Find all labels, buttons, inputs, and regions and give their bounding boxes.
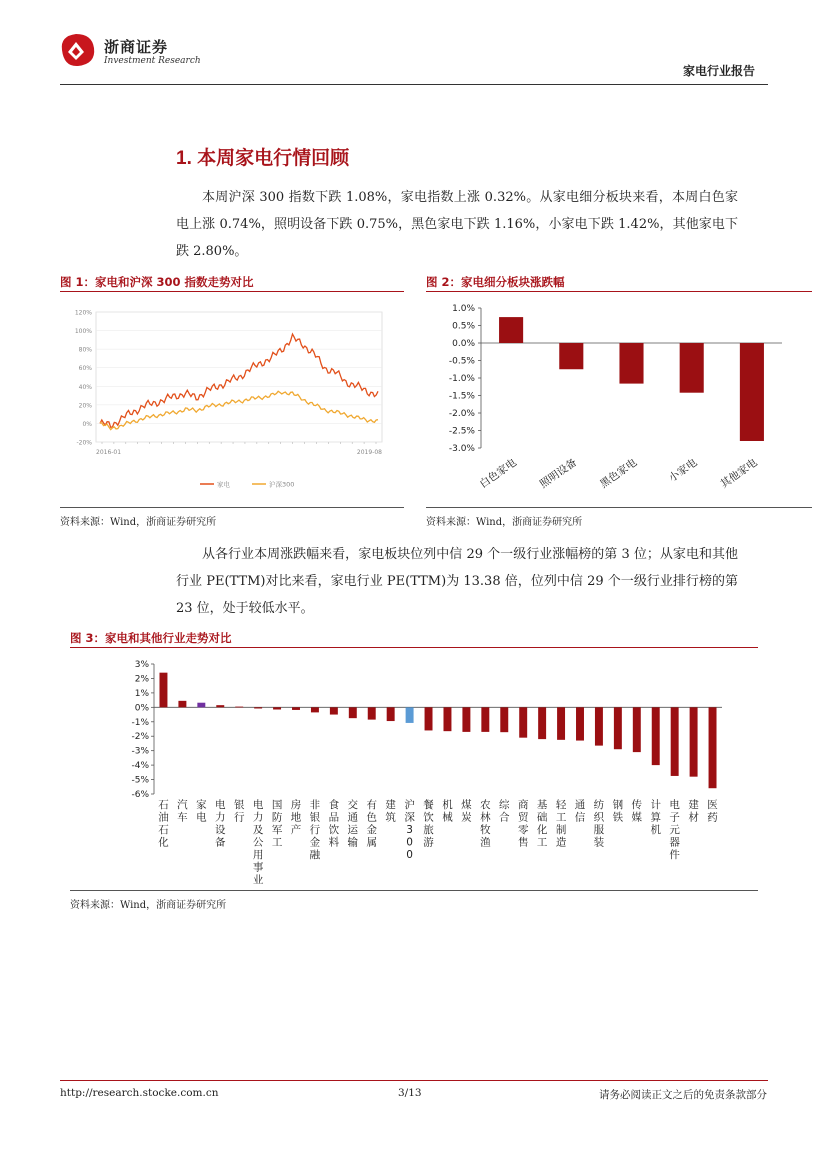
y-tick-label: -4%	[131, 761, 149, 772]
category-label: 非银行金融	[309, 799, 321, 861]
y-tick-label: -1%	[131, 717, 149, 728]
bar	[216, 705, 224, 707]
footer-divider	[60, 1080, 768, 1081]
bar	[443, 707, 451, 731]
y-tick-label: 1.0%	[452, 304, 475, 314]
bar	[292, 707, 300, 710]
category-label: 餐饮旅游	[423, 799, 434, 849]
brand-name: 浙商证券	[104, 38, 169, 56]
category-label: 沪深 3 0 0	[404, 799, 415, 861]
bar	[519, 707, 527, 737]
category-label: 纺织服装	[593, 799, 605, 849]
category-label: 传媒	[631, 799, 643, 824]
y-tick-label: -3.0%	[448, 444, 475, 454]
category-label: 电子元器件	[669, 799, 680, 861]
bar	[159, 673, 167, 708]
y-tick-label: 120%	[74, 309, 92, 317]
y-tick-label: -1.5%	[448, 391, 475, 402]
figure-2-source: 资料来源：Wind，浙商证券研究所	[426, 517, 583, 528]
y-tick-label: 1%	[134, 688, 149, 699]
y-tick-label: 100%	[74, 328, 92, 336]
category-label: 其他家电	[718, 456, 760, 491]
bar	[425, 707, 433, 730]
figure-3-source: 资料来源：Wind，浙商证券研究所	[70, 900, 227, 911]
bar	[178, 701, 186, 708]
category-label: 电力及公用事业	[252, 799, 264, 886]
category-label: 商贸零售	[517, 799, 529, 849]
y-tick-label: 0%	[82, 420, 92, 428]
y-tick-label: -6%	[131, 790, 149, 800]
bar	[311, 707, 319, 712]
y-tick-label: 60%	[78, 365, 92, 373]
figure-2-rule	[426, 291, 812, 292]
category-label: 建材	[688, 799, 699, 824]
legend-label: 沪深300	[269, 480, 295, 489]
category-label: 黑色家电	[597, 456, 640, 491]
category-label: 有色金属	[366, 799, 377, 849]
figure-1-rule	[60, 291, 404, 292]
category-label: 汽车	[177, 799, 188, 824]
bar	[330, 707, 338, 714]
bar	[671, 707, 679, 776]
category-label: 钢铁	[612, 799, 624, 824]
category-label: 石油石化	[158, 799, 169, 849]
figure-2-bar-chart	[426, 296, 812, 506]
section-title: 1. 本周家电行情回顾	[176, 148, 350, 169]
bar	[197, 703, 205, 708]
legend-label: 家电	[217, 480, 230, 489]
category-label: 银行	[233, 799, 245, 824]
x-range-end: 2019-08	[356, 449, 382, 456]
bar	[709, 707, 717, 788]
figure-3-bar-chart	[70, 652, 758, 888]
bar	[481, 707, 489, 732]
bar	[349, 707, 357, 718]
bar	[462, 707, 470, 732]
bar	[619, 343, 643, 384]
bar	[499, 317, 523, 343]
y-tick-label: 0%	[134, 703, 149, 714]
bar	[557, 707, 565, 740]
bar	[559, 343, 583, 369]
brand-subtitle: Investment Research	[104, 56, 201, 66]
paragraph-1-text: 本周沪深 300 指数下跌 1.08%，家电指数上涨 0.32%。从家电细分板块来看，本周白色家电上涨 0.74%，照明设备下跌 0.75%，黑色家电下跌 1.16%，小家电下跌 1.42%，其他家电下跌 2.80%。	[176, 190, 738, 259]
y-tick-label: -2.0%	[448, 409, 475, 419]
figure-1-title: 图 1：家电和沪深 300 指数走势对比	[60, 275, 254, 289]
y-tick-label: -3%	[131, 746, 149, 757]
figure-1-line-chart	[60, 296, 404, 506]
bar	[690, 707, 698, 776]
header-divider	[60, 84, 768, 85]
y-tick-label: -2%	[131, 732, 149, 743]
category-label: 计算机	[650, 799, 661, 836]
figure-2-title: 图 2：家电细分板块涨跌幅	[426, 275, 565, 289]
y-tick-label: 40%	[78, 383, 92, 391]
page-number: 3/13	[398, 1087, 422, 1099]
figure-1-source: 资料来源：Wind，浙商证券研究所	[60, 517, 217, 528]
category-label: 综合	[499, 799, 510, 824]
series-line-0	[100, 334, 378, 427]
bar	[406, 707, 414, 723]
category-label: 国防军工	[271, 799, 283, 849]
y-tick-label: -20%	[76, 439, 92, 447]
series-line-1	[100, 391, 378, 429]
category-label: 白色家电	[477, 456, 519, 491]
bar	[368, 707, 376, 719]
y-tick-label: -0.5%	[448, 356, 475, 367]
figure-3-bottom-rule	[70, 890, 758, 891]
figure-2-bottom-rule	[426, 507, 812, 508]
logo-icon	[54, 30, 100, 70]
y-tick-label: 2%	[134, 674, 149, 685]
footer-url[interactable]: http://research.stocke.com.cn	[60, 1087, 219, 1099]
bar	[500, 707, 508, 732]
paragraph-1	[176, 184, 738, 265]
category-label: 通信	[574, 799, 586, 824]
category-label: 机械	[442, 799, 453, 824]
bar	[614, 707, 622, 749]
category-label: 基础化工	[536, 799, 548, 849]
figure-3-rule	[70, 647, 758, 648]
category-label: 农林牧渔	[480, 799, 491, 849]
y-tick-label: 0.0%	[452, 339, 475, 349]
figure-1-bottom-rule	[60, 507, 404, 508]
y-tick-label: 80%	[78, 346, 92, 354]
paragraph-2	[176, 541, 738, 622]
report-type: 家电行业报告	[682, 64, 755, 78]
category-label: 小家电	[666, 456, 700, 485]
x-range-start: 2016-01	[96, 449, 122, 456]
y-tick-label: 20%	[78, 402, 92, 410]
bar	[576, 707, 584, 740]
bar	[633, 707, 641, 752]
bar	[595, 707, 603, 745]
category-label: 轻工制造	[555, 799, 567, 849]
bar	[652, 707, 660, 765]
category-label: 房地产	[290, 799, 302, 836]
y-tick-label: 3%	[134, 660, 149, 670]
figure-3-title: 图 3：家电和其他行业走势对比	[70, 631, 232, 645]
category-label: 煤炭	[461, 799, 472, 824]
bar	[254, 707, 262, 708]
y-tick-label: -5%	[131, 775, 149, 786]
category-label: 交通运输	[347, 799, 359, 849]
category-label: 医药	[707, 799, 718, 824]
category-label: 食品饮料	[328, 799, 340, 849]
category-label: 家电	[196, 799, 207, 824]
bar	[740, 343, 764, 441]
bar	[387, 707, 395, 721]
y-tick-label: -2.5%	[448, 426, 475, 437]
bar	[680, 343, 704, 393]
footer-disclaimer: 请务必阅读正文之后的免责条款部分	[599, 1089, 767, 1101]
category-label: 照明设备	[537, 456, 580, 491]
bar	[235, 707, 243, 708]
bar	[273, 707, 281, 709]
y-tick-label: -1.0%	[448, 374, 475, 384]
bar	[538, 707, 546, 739]
paragraph-2-text: 从各行业本周涨跌幅来看，家电板块位列中信 29 个一级行业涨幅榜的第 3 位；从家电和其他行业 PE(TTM)对比来看，家电行业 PE(TTM)为 13.38 倍，位列中信 29 个一级行业排行榜的第 23 位，处于较低水平。	[176, 547, 738, 616]
category-label: 建筑	[385, 799, 396, 824]
y-tick-label: 0.5%	[452, 321, 475, 332]
category-label: 电力设备	[215, 799, 226, 849]
